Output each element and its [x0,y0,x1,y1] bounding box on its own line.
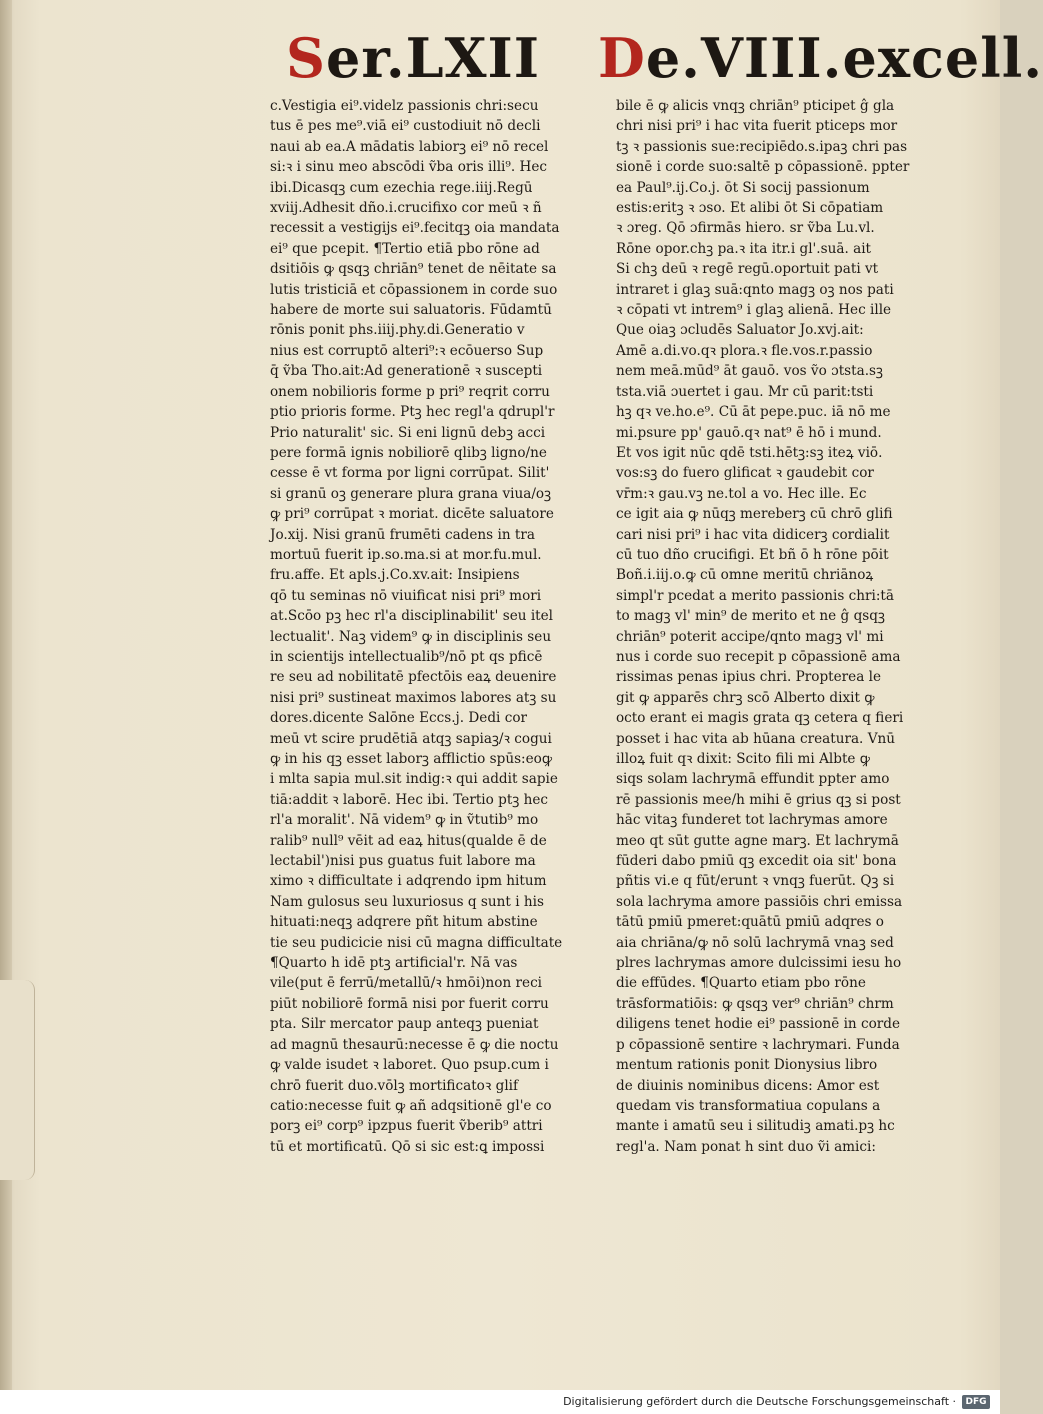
text-line: to magꝫ vl' min⁹ de merito et ne ĝ qsqꝫ [616,608,885,625]
text-line: Et vos igit nūc qdē tsti.hētꝫ:sꝫ iteꝝ viō. [616,444,883,461]
text-line: de diuinis nominibus dicens: Amor est [616,1077,880,1094]
text-line: ibi.Dicasqꝫ cum ezechia rege.iiij.Regū [270,179,533,196]
text-line: pta. Silr mercator paup anteqꝫ pueniat [270,1016,539,1033]
text-line: hāc vitaꝫ funderet tot lachrymas amore [616,812,888,829]
text-line: at.Scōo pꝫ hec rl'a disciplinabilit' seu itel [270,608,554,625]
dfg-logo: DFG [962,1395,990,1409]
text-line: nius est corruptō alteri⁹:ꝛ ecōuerso Sup [270,342,544,359]
text-line: ꝙ valde isudet ꝛ laboret. Quo psup.cum i [270,1057,549,1074]
page-edge [0,0,12,1390]
footer-credit: Digitalisierung gefördert durch die Deutsche Forschungsgemeinschaft · [563,1395,956,1408]
text-line: mortuū fuerit ip.so.ma.si at mor.fu.mul. [270,546,542,563]
text-line: ¶Quarto h idē ptꝫ artificial'r. Nā vas [270,955,518,972]
text-line: rē passionis mee/h mihi ē grius qꝫ si post [616,791,901,808]
header-left-text: er.LXII [326,26,541,90]
text-line: naui ab ea.A mādatis labiorꝫ ei⁹ nō recel [270,138,549,155]
text-line: recessit a vestigijs ei⁹.fecitqꝫ oia mandata [270,220,560,237]
text-line: mi.psure pp' gauō.qꝛ nat⁹ ē hō i mund. [616,424,882,441]
text-line: diligens tenet hodie ei⁹ passionē in corde [616,1016,901,1033]
text-line: ralib⁹ null⁹ vēit ad eaꝝ hitus(qualde ē de [270,832,547,849]
text-line: dsitiōis ꝙ qsqꝫ chriān⁹ tenet de nēitate sa [270,261,557,278]
text-line: xviij.Adhesit dño.i.crucifixo cor meū ꝛ ñ [270,200,542,217]
text-line: Prio naturalit' sic. Si eni lignū debꝫ acci [270,424,546,441]
text-line: chri nisi pri⁹ i hac vita fuerit pticeps mor [616,118,898,135]
text-line: tus ē pes me⁹.viā ei⁹ custodiuit nō decli [270,118,541,135]
text-line: sola lachryma amore passiōis chri emissa [616,893,903,910]
text-line: regl'a. Nam ponat h sint duo ṽi amici: [616,1138,876,1155]
text-line: trāsformatiōis: ꝙ qsqꝫ ver⁹ chriān⁹ chrm [616,995,894,1012]
text-line: catio:necesse fuit ꝙ añ adqsitionē gl'e co [270,1097,552,1114]
text-line: tie seu pudicicie nisi cū magna difficultate [270,934,563,951]
text-line: lectualit'. Naꝫ videm⁹ ꝙ in disciplinis seu [270,628,552,645]
text-line: Si chꝫ deū ꝛ regē regū.oportuit pati vt [616,261,879,278]
text-line: intraret i glaꝫ suā:qnto magꝫ oꝫ nos pati [616,281,894,298]
text-line: tū et mortificatū. Qō si sic est:ꝗ impossi [270,1138,545,1155]
text-line: simpl'r pcedat a merito passionis chri:tā [616,587,894,604]
text-line: porꝫ ei⁹ corp⁹ ipzpus fuerit ṽberib⁹ attri [270,1118,543,1135]
text-line: ptio prioris forme. Ptꝫ hec regl'a qdrupl'r [270,404,555,421]
text-line: cesse ē vt forma por ligni corrūpat. Silit' [270,465,550,482]
text-line: ꝛ cōpati vt intrem⁹ i glaꝫ alienā. Hec ille [616,302,892,319]
text-line: bile ē ꝙ alicis vnqꝫ chriān⁹ pticipet ĝ gla [616,98,895,114]
text-line: rōnis ponit phs.iiij.phy.di.Generatio v [270,322,525,339]
text-line: lutis tristiciā et cōpassionem in corde suo [270,281,558,298]
text-line: illoꝝ fuit qꝛ dixit: Scito fili mi Albte ꝙ [616,751,871,767]
text-line: tꝫ ꝛ passionis sue:recipiēdo.s.ipaꝫ chri pas [616,138,908,155]
binding-tab [0,980,35,1180]
text-line: cari nisi pri⁹ i hac vita didicerꝫ cordialit [616,526,890,543]
text-line: p cōpassionē sentire ꝛ lachrymari. Funda [616,1036,900,1053]
text-line: ea Paul⁹.ij.Co.j. ōt Si socij passionum [616,179,870,196]
text-line: si granū oꝫ generare plura grana viua/oꝫ [270,485,552,502]
text-line: git ꝙ apparēs chrꝫ scō Alberto dixit ꝙ [616,689,875,706]
text-line: chrō fuerit duo.vōlꝫ mortificatoꝛ glif [270,1077,519,1094]
text-line: octo erant ei magis grata qꝫ cetera q fieri [616,710,904,727]
text-line: siqs solam lachrymā effundit ppter amo [616,771,890,788]
text-line: Amē a.di.vo.qꝛ plora.ꝛ fle.vos.r.passio [616,342,873,359]
text-line: onem nobilioris forme p pri⁹ reqrit corru [270,383,550,400]
text-line: ꝙ pri⁹ corrūpat ꝛ moriat. dicēte saluatore [270,506,554,523]
text-line: tiā:addit ꝛ laborē. Hec ibi. Tertio ptꝫ hec [270,791,549,808]
text-line: nem meā.mūd⁹ āt gauō. vos ṽo ɔtsta.sꝫ [616,363,883,380]
text-line: piūt nobiliorē formā nisi por fuerit corru [270,995,549,1012]
text-line: die effūdes. ¶Quarto etiam pbo rōne [616,975,866,992]
text-line: ei⁹ que pcepit. ¶Tertio etiā pbo rōne ad [270,240,540,257]
text-column-right [616,96,954,1176]
text-line: rl'a moralit'. Nā videm⁹ ꝙ in ṽtutib⁹ mo [270,812,539,829]
text-line: meū vt scire prudētiā atqꝫ sapiaꝫ/ꝛ cogui [270,730,552,747]
text-line: ad magnū thesaurū:necesse ē ꝙ die noctu [270,1036,559,1053]
text-line: posset i hac vita ab hūana creatura. Vnū [616,730,896,747]
text-line: estis:eritꝫ ꝛ ɔso. Et alibi ōt Si cōpatiam [616,200,884,217]
text-line: meo qt sūt gutte agne marꝫ. Et lachrymā [616,832,899,849]
text-line: in scientijs intellectualib⁹/nō pt qs pficē [270,648,543,665]
text-line: Boñ.i.iij.o.ꝙ cū omne meritū chriānoꝝ [616,567,874,584]
running-header-left [286,22,540,94]
text-line: si:ꝛ i sinu meo abscōdi ṽba oris illi⁹. Hec [270,159,548,176]
text-line: hꝫ qꝛ ve.ho.e⁹. Cū āt pepe.puc. iā nō me [616,404,891,421]
text-line: hituati:neqꝫ adqrere pñt hitum abstine [270,914,538,931]
text-line: c.Vestigia ei⁹.videlz passionis chri:secu [270,98,539,114]
text-line: pere formā ignis nobiliorē qlibꝫ ligno/ne [270,444,547,461]
text-line: q̄ ṽba Tho.ait:Ad generationē ꝛ suscepti [270,363,543,380]
text-line: fru.affe. Et apls.j.Co.xv.ait: Insipiens [270,567,520,584]
text-line: aia chriāna/ꝙ nō solū lachrymā vnaꝫ sed [616,934,894,951]
text-line: mentum rationis ponit Dionysius libro [616,1057,878,1074]
text-line: ꝛ ɔreg. Qō ɔfirmās hiero. sr ṽba Lu.vl. [616,220,875,237]
text-line: sionē i corde suo:saltē p cōpassionē. ppter [616,159,910,176]
text-line: plres lachrymas amore dulcissimi iesu ho [616,955,902,972]
text-line: lectabil')nisi pus guatus fuit labore ma [270,853,536,870]
text-line: Rōne opor.chꝫ pa.ꝛ ita itr.i gl'.suā. ait [616,240,872,257]
text-line: nisi pri⁹ sustineat maximos labores atꝫ su [270,689,557,706]
text-line: quedam vis transformatiua copulans a [616,1097,881,1114]
text-column-left [270,96,610,1176]
text-line: Jo.xij. Nisi granū frumēti cadens in tra [270,526,535,543]
text-line: vile(put ē ferrū/metallū/ꝛ hmōi)non reci [270,975,543,992]
running-header-right [598,22,1043,94]
text-line: habere de morte sui saluatoris. Fūdamtū [270,302,552,319]
text-line: mante i amatū seu i silitudiꝫ amati.pꝫ hc [616,1118,895,1135]
header-right-text: e.VIII.excell. [645,26,1043,90]
text-line: tātū pmiū pmeret:quātū pmiū adqres o [616,914,884,931]
text-line: dores.dicente Salōne Eccs.j. Dedi cor [270,710,528,727]
footer-bar [0,1390,1000,1414]
text-line: fūderi dabo pmiū qꝫ excedit oia sit' bona [616,853,897,870]
text-line: vr̄m:ꝛ gau.vꝫ ne.tol a vo. Hec ille. Ec [616,485,867,502]
text-line: i mlta sapia mul.sit indig:ꝛ qui addit sapie [270,771,558,788]
text-line: ximo ꝛ difficultate i adqrendo ipm hitum [270,873,547,890]
text-line: tsta.viā ɔuertet i gau. Mr cū parit:tsti [616,383,874,400]
text-line: nus i corde suo recepit p cōpassionē ama [616,648,901,665]
text-line: re seu ad nobilitatē pfectōis eaꝝ deuenire [270,669,557,686]
text-line: vos:sꝫ do fuero glificat ꝛ gaudebit cor [616,465,874,482]
text-line: rissimas penas ipius chri. Propterea le [616,669,882,686]
text-line: Nam gulosus seu luxuriosus q sunt i his [270,893,544,910]
text-line: chriān⁹ poterit accipe/qnto magꝫ vl' mi [616,628,884,645]
text-line: cū tuo dño crucifigi. Et bñ ō h rōne pōit [616,546,889,563]
text-line: qō tu seminas nō viuificat nisi pri⁹ mori [270,587,542,604]
text-line: ce igit aia ꝙ nūqꝫ mereberꝫ cū chrō glifi [616,506,893,523]
text-line: ꝙ in his qꝫ esset laborꝫ afflictio spūs:eoꝙ [270,751,553,767]
header-right-initial: D [598,26,646,90]
text-line: pñtis vi.e q fūt/erunt ꝛ vnqꝫ fuerūt. Qꝫ si [616,873,895,890]
header-left-initial: S [286,26,326,90]
text-line: Que oiaꝫ ɔcludēs Saluator Jo.xvj.ait: [616,322,864,339]
